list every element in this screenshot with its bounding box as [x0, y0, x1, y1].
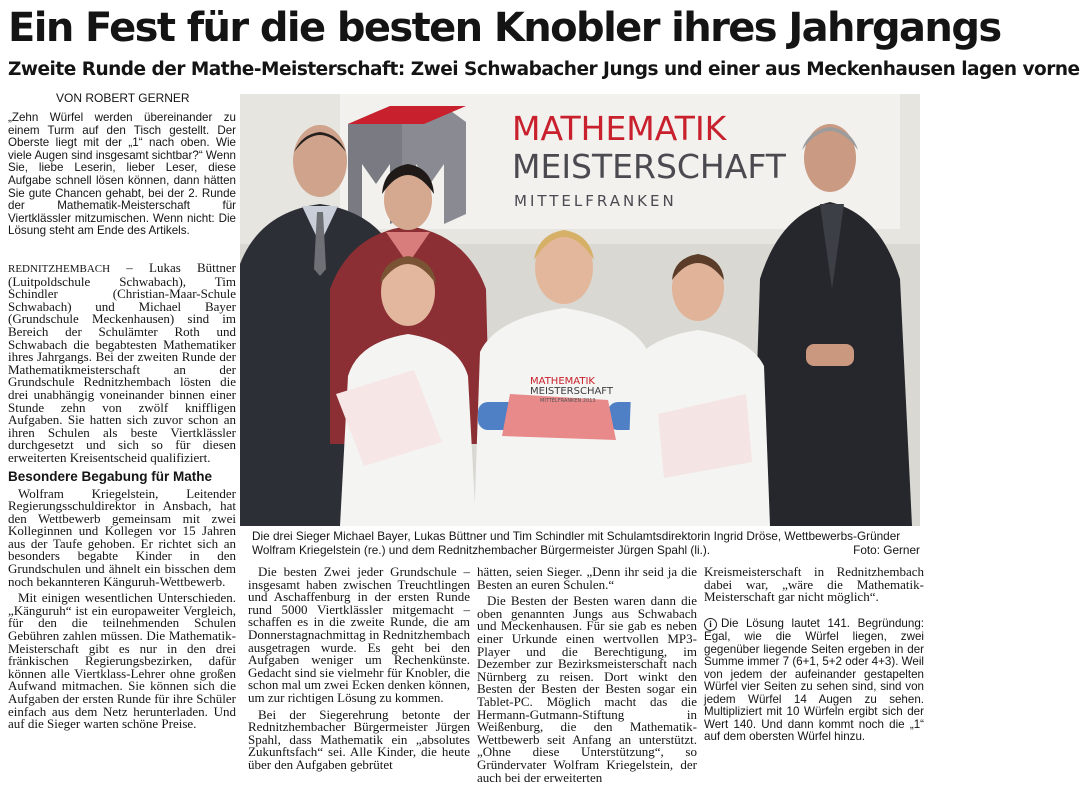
solution-text: Die Lösung lautet 141. Begründung: Egal, wie die Würfel liegen, zwei gegenüber liegende Seiten ergeben in der Summe immer 7 (6+1, 5+2 oder 4+3). Weil von jedem der aufeinander gestapelten Würfel vier Seiten zu sehen sind, sind von jedem Würfel 14 Augen zu sehen. Multipliziert mit 10 Würfeln ergibt sich der Wert 140. Und dann kommt noch die „1“ auf dem obersten Würfel hinzu.	[704, 617, 924, 743]
caption-text: Die drei Sieger Michael Bayer, Lukas Büttner und Tim Schindler mit Schulamtsdirektorin Ingrid Dröse, Wettbewerbs-Gründer Wolfram Kriegelstein (re.) und dem Rednitzhembacher Bürgermeister Jürgen Spahl (li.).	[252, 529, 901, 557]
banner-line-2: MEISTERSCHAFT	[512, 147, 786, 186]
article-paragraph: Bei der Siegerehrung betonte der Rednitzhembacher Bürgermeister Jürgen Spahl, dass Mathematik ein „absolutes Zukunftsfach“ sei. Alle Kinder, die heute über den Aufgaben gebrütet	[248, 706, 470, 772]
shirt-line-1: MATHEMATIK	[530, 376, 595, 387]
article-column-2	[248, 566, 470, 776]
shirt-line-3: MITTELFRANKEN 2013	[540, 398, 596, 404]
byline: VON ROBERT GERNER	[56, 91, 190, 105]
intro-teaser: „Zehn Würfel werden übereinander zu einem Turm auf den Tisch gestellt. Der Oberste liegt mit der „1“ nach oben. Wie viele Augen sind insgesamt sichtbar?“ Wenn Sie, liebe Leserin, lieber Leser, diese Aufgabe schnell lösen können, dann hätten Sie gute Chancen gehabt, bei der 2. Runde der Mathematik-Meisterschaft für Viertklässler mitzumischen. Wenn nicht: Die Lösung steht am Ende des Artikels.	[8, 111, 236, 238]
paragraph-text: – Lukas Büttner (Luitpoldschule Schwabach), Tim Schindler (Christian-Maar-Schule Schwabach) und Michael Bayer (Grundschule Meckenhausen) sind im Bereich der Schulämter Roth und Schwabach die begabtesten Mathematiker ihres Jahrgangs. Bei der zweiten Runde der Mathematikmeisterschaft an der Grundschule Rednitzhembach lösten die drei unabhängig voneinander binnen einer Stunde zehn von zwölf kniffligen Aufgaben. Sie hatten sich zuvor schon an ihren Schulen als beste Viertklässler durchgesetzt und sich so für diesen erweiterten Kreisentscheid qualifiziert.	[8, 260, 236, 465]
article-photo	[240, 94, 920, 526]
headline: Ein Fest für die besten Knobler ihres Jahrgangs	[8, 5, 1001, 51]
section-heading: Besondere Begabung für Mathe	[8, 468, 213, 484]
article-paragraph	[8, 262, 236, 465]
info-icon: i	[704, 618, 717, 631]
article-paragraph: Die Besten der Besten waren dann die oben genannten Jungs aus Schwabach und Meckenhausen. Für sie gab es neben einer Urkunde einen wertvollen MP3-Player und die Berechtigung, im Dezember zur Bezirksmeisterschaft nach Nürnberg zu reisen. Dort winkt den Besten der Besten der Besten sogar ein Tablet-PC. Möglich macht das die Hermann-Gutmann-Stiftung in Weißenburg, die den Mathematik-Wettbewerb seit Anfang an unterstützt. „Ohne diese Unterstützung“, so Gründervater Wolfram Kriegelstein, der auch bei der erweiterten	[477, 593, 697, 785]
article-column-1	[8, 262, 236, 735]
subheadline: Zweite Runde der Mathe-Meisterschaft: Zwei Schwabacher Jungs und einer aus Meckenhausen lagen vorne	[8, 59, 1080, 80]
dateline: REDNITZHEMBACH	[8, 263, 111, 275]
article-paragraph: Mit einigen wesentlichen Unterschieden. „Känguruh“ ist ein europaweiter Vergleich, für den die teilnehmenden Schulen Gebühren zahlen müssen. Die Mathematik-Meisterschaft gibt es nur in den drei fränkischen Regierungsbezirken, dafür können alle Viertklass-Lehrer ohne großen Aufwand mitmachen. Sie können sich die Aufgaben der ersten Runde für ihre Schüler einfach aus dem Netz herunterladen. Und auf die Sieger warten schöne Preise.	[8, 590, 236, 732]
article-column-4	[704, 566, 924, 608]
article-paragraph: Kreismeisterschaft in Rednitzhembach dabei war, „wäre die Mathematik-Meisterschaft gar nicht möglich“.	[704, 564, 924, 605]
banner-line-3: MITTELFRANKEN	[514, 192, 677, 210]
article-paragraph: Die besten Zwei jeder Grundschule – insgesamt haben zwischen Treuchtlingen und Aschaffenburg in der ersten Runde rund 5000 Viertklässler mitgemacht – schaffen es in die zweite Runde, die am Donnerstagnachmittag in Rednitzhembach ausgetragen wurde. Es geht bei den Aufgaben weniger um Rechenkünste. Gedacht sind sie vielmehr für Knobler, die schon mal um zwei Ecken denken können, um zur richtigen Lösung zu kommen.	[248, 564, 471, 705]
solution-box	[704, 618, 924, 744]
banner-line-1: MATHEMATIK	[512, 109, 727, 148]
photo-caption	[252, 530, 920, 557]
article-paragraph: Wolfram Kriegelstein, Leitender Regierungsschuldirektor in Ansbach, hat den Wettbewerb gemeinsam mit zwei Kolleginnen und Kollegen vor 15 Jahren aus der Taufe gehoben. Er richtet sich an besonders begabte Kinder in den Grundschulen und ähnelt ein bisschen dem noch bekannteren Känguruh-Wettbewerb.	[8, 485, 236, 589]
shirt-line-2: MEISTERSCHAFT	[530, 386, 613, 397]
article-paragraph: hätten, seien Sieger. „Denn ihr seid ja die Besten an euren Schulen.“	[477, 564, 697, 592]
article-column-3	[477, 566, 697, 788]
photo-credit: Foto: Gerner	[853, 542, 920, 557]
